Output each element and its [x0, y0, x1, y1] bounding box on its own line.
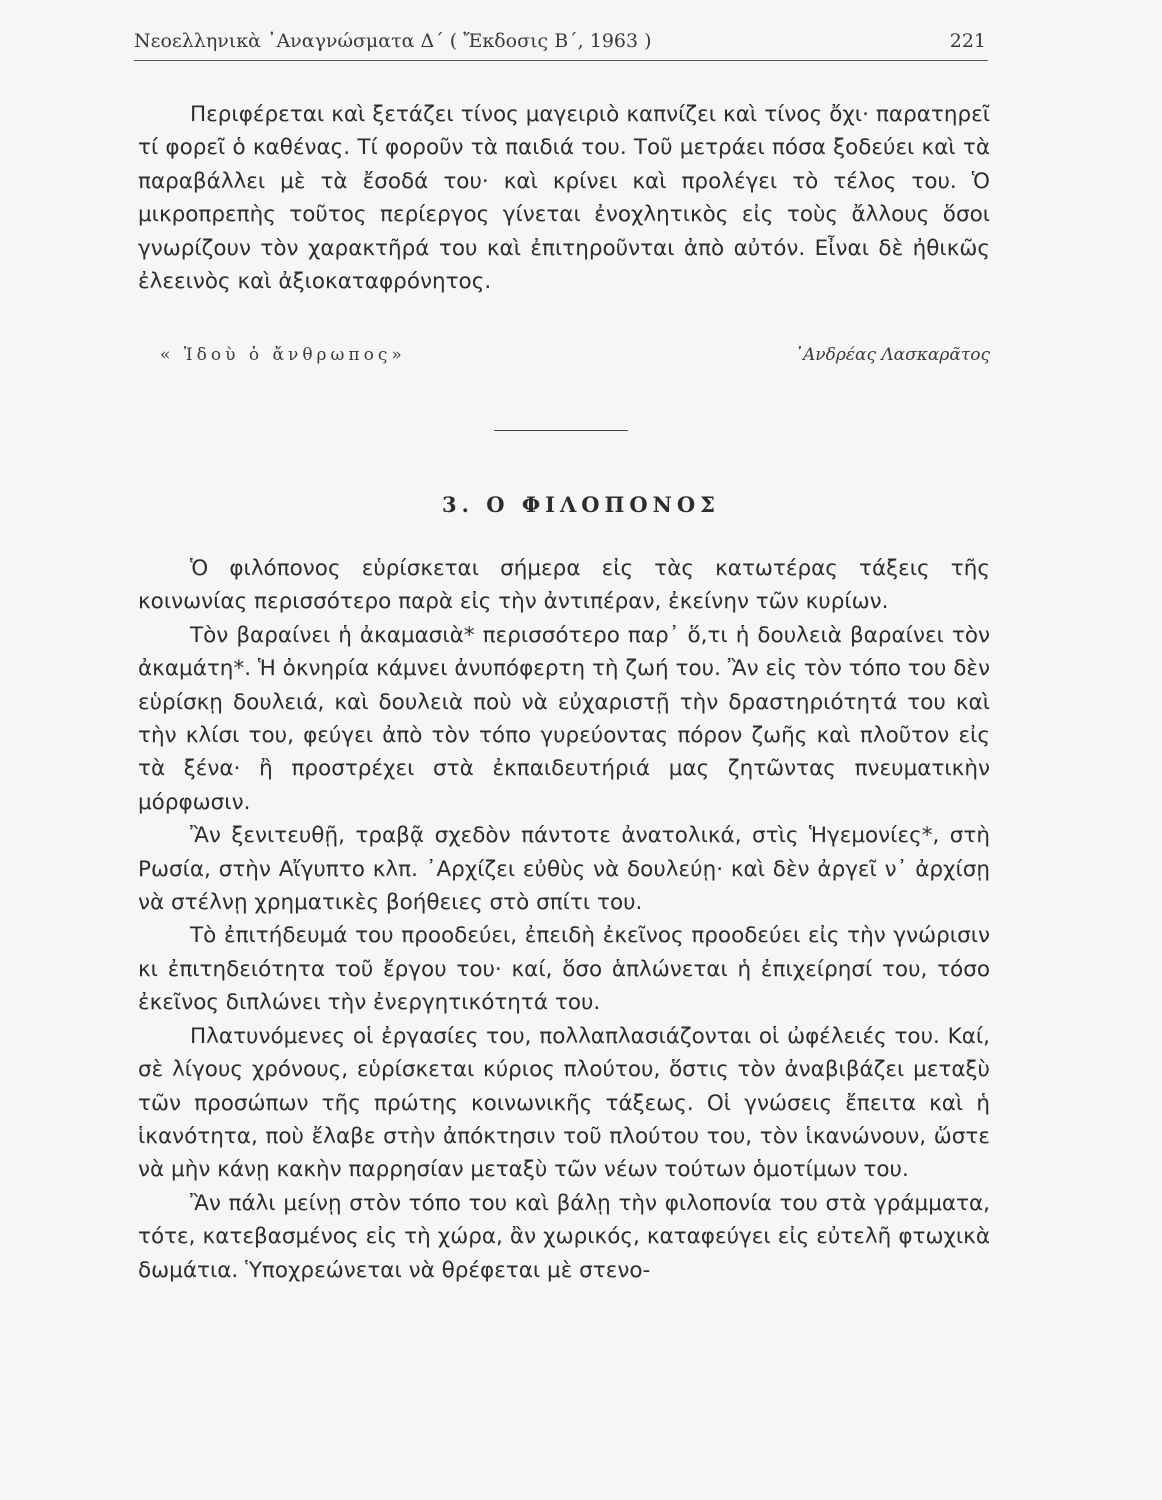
- source-author: ᾿Ανδρέας Λασκαρᾶτος: [794, 345, 990, 365]
- section-paragraph: Ἂν ξενιτευθῇ, τραβᾷ σχεδὸν πάντοτε ἀνατολικά, στὶς Ἡγεμονίες*, στὴ Ρωσία, στὴν Αἴγυπτο κλπ. ᾿Αρχίζει εὐθὺς νὰ δουλεύῃ· καὶ δὲν ἀργεῖ ν᾿ ἀρχίσῃ νὰ στέλνῃ χρηματικὲς βοήθειες στὸ σπίτι του.: [138, 823, 990, 916]
- running-title: Νεοελληνικὰ ᾿Αναγνώσματα Δ΄ ( Ἔκδοσις Β΄, 1963 ): [134, 30, 652, 52]
- attribution: [160, 343, 990, 373]
- section-body: [138, 552, 990, 1287]
- section-paragraph: Πλατυνόμενες οἱ ἐργασίες του, πολλαπλασιάζονται οἱ ὠφέλειές του. Καί, σὲ λίγους χρόνους, εὑρίσκεται κύριος πλούτου, ὅστις τὸν ἀναβιβάζει μεταξὺ τῶν προσώπων τῆς πρώτης κοινωνικῆς τάξεως. Οἱ γνώσεις ἔπειτα καὶ ἡ ἱκανότητα, ποὺ ἔλαβε στὴν ἀπόκτησιν τοῦ πλούτου του, τὸν ἱκανώνουν, ὥστε νὰ μὴν κάνῃ κακὴν παρρησίαν μεταξὺ τῶν νέων τούτων ὁμοτίμων του.: [138, 1023, 990, 1183]
- section-paragraph: Ἂν πάλι μείνῃ στὸν τόπο του καὶ βάλῃ τὴν φιλοπονία του στὰ γράμματα, τότε, κατεβασμένος εἰς τὴ χώρα, ἂν χωρικός, καταφεύγει εἰς εὐτελῆ φτωχικὰ δωμάτια. Ὑποχρεώνεται νὰ θρέφεται μὲ στενο-: [138, 1190, 990, 1283]
- intro-paragraph: Περιφέρεται καὶ ξετάζει τίνος μαγειριὸ καπνίζει καὶ τίνος ὄχι· παρατηρεῖ τί φορεῖ ὁ καθένας. Τί φοροῦν τὰ παιδιά του. Τοῦ μετράει πόσα ξοδεύει καὶ τὰ παραβάλλει μὲ τὰ ἔσοδά του· καὶ κρίνει καὶ προλέγει τὸ τέλος του. Ὁ μικροπρεπὴς τοῦτος περίεργος γίνεται ἐνοχλητικὸς εἰς τοὺς ἄλλους ὅσοι γνωρίζουν τὸν χαρακτῆρά του καὶ ἐπιτηροῦνται ἀπὸ αὐτόν. Εἶναι δὲ ἠθικῶς ἐλεεινὸς καὶ ἀξιοκαταφρόνητος.: [138, 102, 990, 295]
- running-header: [134, 28, 988, 61]
- page-number: 221: [949, 30, 986, 52]
- section-paragraph: Τὸ ἐπιτήδευμά του προοδεύει, ἐπειδὴ ἐκεῖνος προοδεύει εἰς τὴν γνώρισιν κι ἐπιτηδειότητα τοῦ ἔργου του· καί, ὅσο ἁπλώνεται ἡ ἐπιχείρησί του, τόσο ἐκεῖνος διπλώνει τὴν ἐνεργητικότητά του.: [138, 923, 990, 1016]
- section-paragraph: Τὸν βαραίνει ἡ ἀκαμασιὰ* περισσότερο παρ᾿ ὅ,τι ἡ δουλειὰ βαραίνει τὸν ἀκαμάτη*. Ἡ ὀκνηρία κάμνει ἀνυπόφερτη τὴ ζωή του. Ἂν εἰς τὸν τόπο του δὲν εὑρίσκῃ δουλειά, καὶ δουλειὰ ποὺ νὰ εὐχαριστῇ τὴν δραστηριότητά του καὶ τὴν κλίσι του, φεύγει ἀπὸ τὸν τόπο γυρεύοντας πόρον ζωῆς καὶ πλοῦτον εἰς τὰ ξένα· ἢ προστρέχει στὰ ἐκπαιδευτήριά μας ζητῶντας πνευματικὴν μόρφωσιν.: [138, 622, 990, 815]
- intro-text: [138, 98, 990, 298]
- section-divider: [494, 430, 628, 431]
- section-heading: 3. Ο ΦΙΛΟΠΟΝΟΣ: [441, 492, 720, 517]
- source-work-title: « Ἰδοὺ ὁ ἄνθρωπος»: [160, 345, 406, 365]
- section-paragraph: Ὁ φιλόπονος εὑρίσκεται σήμερα εἰς τὰς κατωτέρας τάξεις τῆς κοινωνίας περισσότερο παρὰ εἰς τὴν ἀντιπέραν, ἐκείνην τῶν κυρίων.: [138, 556, 990, 615]
